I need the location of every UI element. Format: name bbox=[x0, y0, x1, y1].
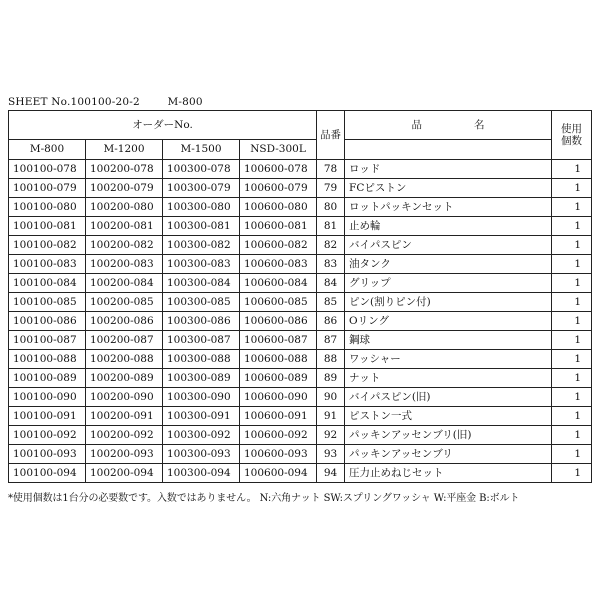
quantity-cell: 1 bbox=[552, 255, 592, 274]
part-name-header-right: 名 bbox=[474, 118, 485, 131]
quantity-cell: 1 bbox=[552, 445, 592, 464]
model-header-m1500: M-1500 bbox=[163, 140, 240, 160]
order-no-m1500-cell: 100300-080 bbox=[163, 198, 240, 217]
part-name-cell: 止め輪 bbox=[345, 217, 552, 236]
part-name-cell: FCピストン bbox=[345, 179, 552, 198]
part-number-cell: 91 bbox=[317, 407, 345, 426]
order-no-m800-cell: 100100-078 bbox=[9, 160, 86, 179]
table-row bbox=[9, 350, 592, 369]
table-row bbox=[9, 388, 592, 407]
part-name-cell: Oリング bbox=[345, 312, 552, 331]
order-no-m1500-cell: 100300-081 bbox=[163, 217, 240, 236]
quantity-cell: 1 bbox=[552, 217, 592, 236]
order-no-m1500-cell: 100300-078 bbox=[163, 160, 240, 179]
order-no-m800-cell: 100100-087 bbox=[9, 331, 86, 350]
sheet-model: M-800 bbox=[167, 96, 203, 108]
order-no-m1200-cell: 100200-092 bbox=[86, 426, 163, 445]
order-no-m800-cell: 100100-091 bbox=[9, 407, 86, 426]
order-no-nsd300l-cell: 100600-082 bbox=[240, 236, 317, 255]
order-no-nsd300l-cell: 100600-092 bbox=[240, 426, 317, 445]
order-no-nsd300l-cell: 100600-087 bbox=[240, 331, 317, 350]
quantity-cell: 1 bbox=[552, 160, 592, 179]
table-row bbox=[9, 236, 592, 255]
order-no-nsd300l-cell: 100600-078 bbox=[240, 160, 317, 179]
part-name-cell: 圧力止めねじセット bbox=[345, 464, 552, 483]
order-no-nsd300l-cell: 100600-090 bbox=[240, 388, 317, 407]
order-no-m1500-cell: 100300-085 bbox=[163, 293, 240, 312]
table-row bbox=[9, 217, 592, 236]
part-number-cell: 78 bbox=[317, 160, 345, 179]
order-no-m1200-cell: 100200-086 bbox=[86, 312, 163, 331]
part-number-cell: 90 bbox=[317, 388, 345, 407]
order-no-nsd300l-cell: 100600-086 bbox=[240, 312, 317, 331]
order-no-nsd300l-cell: 100600-093 bbox=[240, 445, 317, 464]
part-name-header bbox=[345, 111, 552, 140]
table-row bbox=[9, 255, 592, 274]
table-row bbox=[9, 179, 592, 198]
table-row bbox=[9, 464, 592, 483]
order-no-m1200-cell: 100200-091 bbox=[86, 407, 163, 426]
order-no-m800-cell: 100100-079 bbox=[9, 179, 86, 198]
order-no-m1500-cell: 100300-084 bbox=[163, 274, 240, 293]
order-no-m1200-cell: 100200-087 bbox=[86, 331, 163, 350]
order-no-m800-cell: 100100-082 bbox=[9, 236, 86, 255]
order-no-m800-cell: 100100-090 bbox=[9, 388, 86, 407]
order-no-m1200-cell: 100200-090 bbox=[86, 388, 163, 407]
order-no-m1200-cell: 100200-093 bbox=[86, 445, 163, 464]
part-number-cell: 87 bbox=[317, 331, 345, 350]
qty-header-line1: 使用 bbox=[561, 122, 583, 135]
parts-table-body bbox=[9, 160, 592, 483]
order-no-m800-cell: 100100-094 bbox=[9, 464, 86, 483]
order-no-nsd300l-cell: 100600-089 bbox=[240, 369, 317, 388]
qty-header bbox=[552, 111, 592, 160]
part-number-cell: 94 bbox=[317, 464, 345, 483]
order-no-m1500-cell: 100300-089 bbox=[163, 369, 240, 388]
part-number-cell: 92 bbox=[317, 426, 345, 445]
part-name-cell: ロットパッキンセット bbox=[345, 198, 552, 217]
model-header-nsd300l: NSD-300L bbox=[240, 140, 317, 160]
order-no-nsd300l-cell: 100600-079 bbox=[240, 179, 317, 198]
order-no-m800-cell: 100100-083 bbox=[9, 255, 86, 274]
part-number-cell: 86 bbox=[317, 312, 345, 331]
order-no-header: オーダーNo. bbox=[9, 111, 317, 140]
part-number-cell: 81 bbox=[317, 217, 345, 236]
order-no-nsd300l-cell: 100600-094 bbox=[240, 464, 317, 483]
quantity-cell: 1 bbox=[552, 369, 592, 388]
table-row bbox=[9, 198, 592, 217]
order-no-nsd300l-cell: 100600-081 bbox=[240, 217, 317, 236]
part-number-cell: 82 bbox=[317, 236, 345, 255]
part-name-cell: 鋼球 bbox=[345, 331, 552, 350]
quantity-cell: 1 bbox=[552, 312, 592, 331]
order-no-m1500-cell: 100300-086 bbox=[163, 312, 240, 331]
order-no-nsd300l-cell: 100600-083 bbox=[240, 255, 317, 274]
order-no-m800-cell: 100100-085 bbox=[9, 293, 86, 312]
table-row bbox=[9, 369, 592, 388]
order-no-m1500-cell: 100300-093 bbox=[163, 445, 240, 464]
part-number-cell: 83 bbox=[317, 255, 345, 274]
part-name-cell: バイパスピン bbox=[345, 236, 552, 255]
footnote: *使用個数は1台分の必要数です。入数ではありません。 N:六角ナット SW:スプリングワッシャ W:平座金 B:ボルト bbox=[8, 493, 520, 504]
order-no-m1500-cell: 100300-094 bbox=[163, 464, 240, 483]
sheet-header bbox=[8, 96, 203, 108]
quantity-cell: 1 bbox=[552, 236, 592, 255]
table-row bbox=[9, 312, 592, 331]
order-no-m1500-cell: 100300-090 bbox=[163, 388, 240, 407]
order-no-m800-cell: 100100-084 bbox=[9, 274, 86, 293]
order-no-m800-cell: 100100-093 bbox=[9, 445, 86, 464]
quantity-cell: 1 bbox=[552, 464, 592, 483]
order-no-m1200-cell: 100200-094 bbox=[86, 464, 163, 483]
quantity-cell: 1 bbox=[552, 426, 592, 445]
quantity-cell: 1 bbox=[552, 293, 592, 312]
order-no-nsd300l-cell: 100600-080 bbox=[240, 198, 317, 217]
part-name-cell: 油タンク bbox=[345, 255, 552, 274]
part-name-header-left: 品 bbox=[411, 118, 423, 131]
part-no-header: 品番 bbox=[317, 111, 345, 160]
order-no-m1200-cell: 100200-079 bbox=[86, 179, 163, 198]
order-no-nsd300l-cell: 100600-088 bbox=[240, 350, 317, 369]
quantity-cell: 1 bbox=[552, 198, 592, 217]
part-name-cell: ナット bbox=[345, 369, 552, 388]
order-no-nsd300l-cell: 100600-085 bbox=[240, 293, 317, 312]
table-row bbox=[9, 274, 592, 293]
order-no-nsd300l-cell: 100600-091 bbox=[240, 407, 317, 426]
part-number-cell: 88 bbox=[317, 350, 345, 369]
quantity-cell: 1 bbox=[552, 350, 592, 369]
order-no-m1500-cell: 100300-087 bbox=[163, 331, 240, 350]
table-row bbox=[9, 445, 592, 464]
order-no-m1200-cell: 100200-082 bbox=[86, 236, 163, 255]
part-name-cell: ピン(割りピン付) bbox=[345, 293, 552, 312]
model-header-m800: M-800 bbox=[9, 140, 86, 160]
order-no-m1200-cell: 100200-084 bbox=[86, 274, 163, 293]
quantity-cell: 1 bbox=[552, 179, 592, 198]
part-name-cell: ワッシャー bbox=[345, 350, 552, 369]
part-name-subheader bbox=[345, 140, 552, 160]
order-no-m800-cell: 100100-081 bbox=[9, 217, 86, 236]
order-no-m1500-cell: 100300-092 bbox=[163, 426, 240, 445]
order-no-m1500-cell: 100300-083 bbox=[163, 255, 240, 274]
order-no-m1500-cell: 100300-091 bbox=[163, 407, 240, 426]
order-no-m800-cell: 100100-086 bbox=[9, 312, 86, 331]
order-no-m1200-cell: 100200-089 bbox=[86, 369, 163, 388]
order-no-m800-cell: 100100-092 bbox=[9, 426, 86, 445]
part-number-cell: 85 bbox=[317, 293, 345, 312]
part-number-cell: 89 bbox=[317, 369, 345, 388]
table-row bbox=[9, 331, 592, 350]
quantity-cell: 1 bbox=[552, 274, 592, 293]
parts-table bbox=[8, 110, 592, 483]
header-row-main bbox=[9, 111, 592, 140]
order-no-m1200-cell: 100200-081 bbox=[86, 217, 163, 236]
qty-header-line2: 個数 bbox=[561, 134, 583, 147]
part-number-cell: 93 bbox=[317, 445, 345, 464]
part-number-cell: 79 bbox=[317, 179, 345, 198]
model-header-m1200: M-1200 bbox=[86, 140, 163, 160]
table-row bbox=[9, 426, 592, 445]
order-no-m1500-cell: 100300-079 bbox=[163, 179, 240, 198]
part-name-cell: バイパスピン(旧) bbox=[345, 388, 552, 407]
part-name-cell: パッキンアッセンブリ(旧) bbox=[345, 426, 552, 445]
order-no-m1200-cell: 100200-088 bbox=[86, 350, 163, 369]
order-no-nsd300l-cell: 100600-084 bbox=[240, 274, 317, 293]
order-no-m1500-cell: 100300-088 bbox=[163, 350, 240, 369]
order-no-m1200-cell: 100200-078 bbox=[86, 160, 163, 179]
order-no-m800-cell: 100100-088 bbox=[9, 350, 86, 369]
order-no-m1200-cell: 100200-080 bbox=[86, 198, 163, 217]
quantity-cell: 1 bbox=[552, 331, 592, 350]
quantity-cell: 1 bbox=[552, 388, 592, 407]
order-no-m800-cell: 100100-080 bbox=[9, 198, 86, 217]
header-row-models bbox=[9, 140, 592, 160]
part-number-cell: 80 bbox=[317, 198, 345, 217]
part-name-cell: ロッド bbox=[345, 160, 552, 179]
part-name-cell: パッキンアッセンブリ bbox=[345, 445, 552, 464]
table-row bbox=[9, 407, 592, 426]
part-number-cell: 84 bbox=[317, 274, 345, 293]
part-name-cell: グリップ bbox=[345, 274, 552, 293]
order-no-m1200-cell: 100200-083 bbox=[86, 255, 163, 274]
quantity-cell: 1 bbox=[552, 407, 592, 426]
part-name-cell: ピストン一式 bbox=[345, 407, 552, 426]
order-no-m1500-cell: 100300-082 bbox=[163, 236, 240, 255]
order-no-m1200-cell: 100200-085 bbox=[86, 293, 163, 312]
order-no-m800-cell: 100100-089 bbox=[9, 369, 86, 388]
table-row bbox=[9, 293, 592, 312]
table-row bbox=[9, 160, 592, 179]
sheet-number: SHEET No.100100-20-2 bbox=[8, 96, 140, 108]
